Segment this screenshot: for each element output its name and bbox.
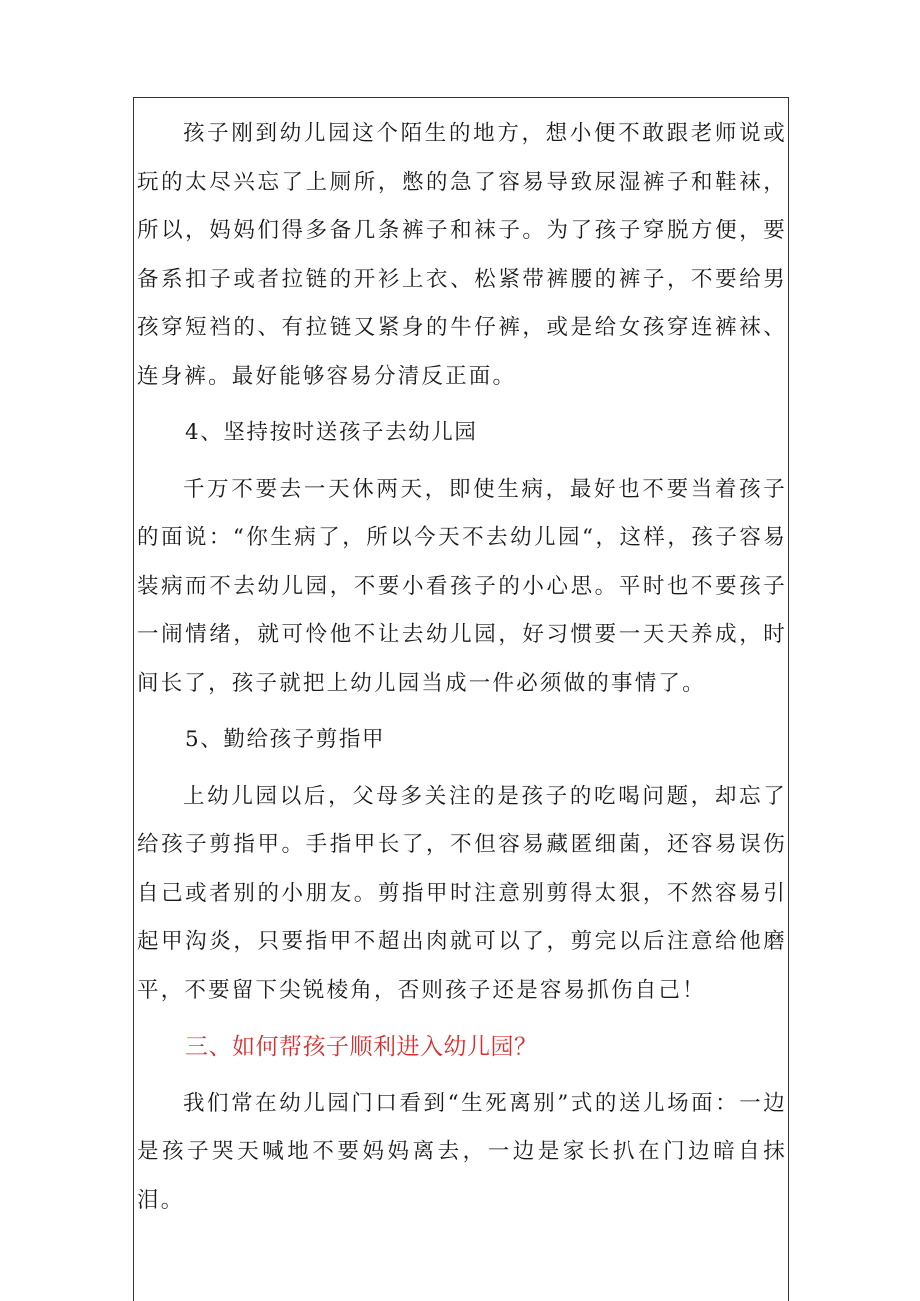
- paragraph-nails: 上幼儿园以后，父母多关注的是孩子的吃喝问题，却忘了给孩子剪指甲。手指甲长了，不但容易藏匿细菌，还容易误伤自己或者别的小朋友。剪指甲时注意别剪得太狠，不然容易引起甲沟炎，只要指甲不超出肉就可以了，剪完以后注意给他磨平，不要留下尖锐棱角，否则孩子还是容易抓伤自己！: [137, 783, 787, 1003]
- section-heading: 三、如何帮孩子顺利进入幼儿园？: [185, 1034, 538, 1060]
- subheading-nails: 5、勤给孩子剪指甲: [185, 727, 386, 752]
- subheading-on-time: 4、坚持按时送孩子去幼儿园: [185, 420, 478, 445]
- paragraph-farewell: 我们常在幼儿园门口看到“生死离别”式的送儿场面：一边是孩子哭天喊地不要妈妈离去，一边是家长扒在门边暗自抹泪。: [137, 1090, 787, 1213]
- paragraph-on-time: 千万不要去一天休两天，即使生病，最好也不要当着孩子的面说：“你生病了，所以今天不去幼儿园“，这样，孩子容易装病而不去幼儿园，不要小看孩子的小心思。平时也不要孩子一闹情绪，就可怜他不让去幼儿园，好习惯要一天天养成，时间长了，孩子就把上幼儿园当成一件必须做的事情了。: [137, 476, 787, 696]
- document-body: [137, 110, 787, 1225]
- paragraph-pants-advice: 孩子刚到幼儿园这个陌生的地方，想小便不敢跟老师说或玩的太尽兴忘了上厕所，憋的急了容易导致尿湿裤子和鞋袜，所以，妈妈们得多备几条裤子和袜子。为了孩子穿脱方便，要备系扣子或者拉链的开衫上衣、松紧带裤腰的裤子，不要给男孩穿短裆的、有拉链又紧身的牛仔裤，或是给女孩穿连裤袜、连身裤。最好能够容易分清反正面。: [137, 121, 787, 389]
